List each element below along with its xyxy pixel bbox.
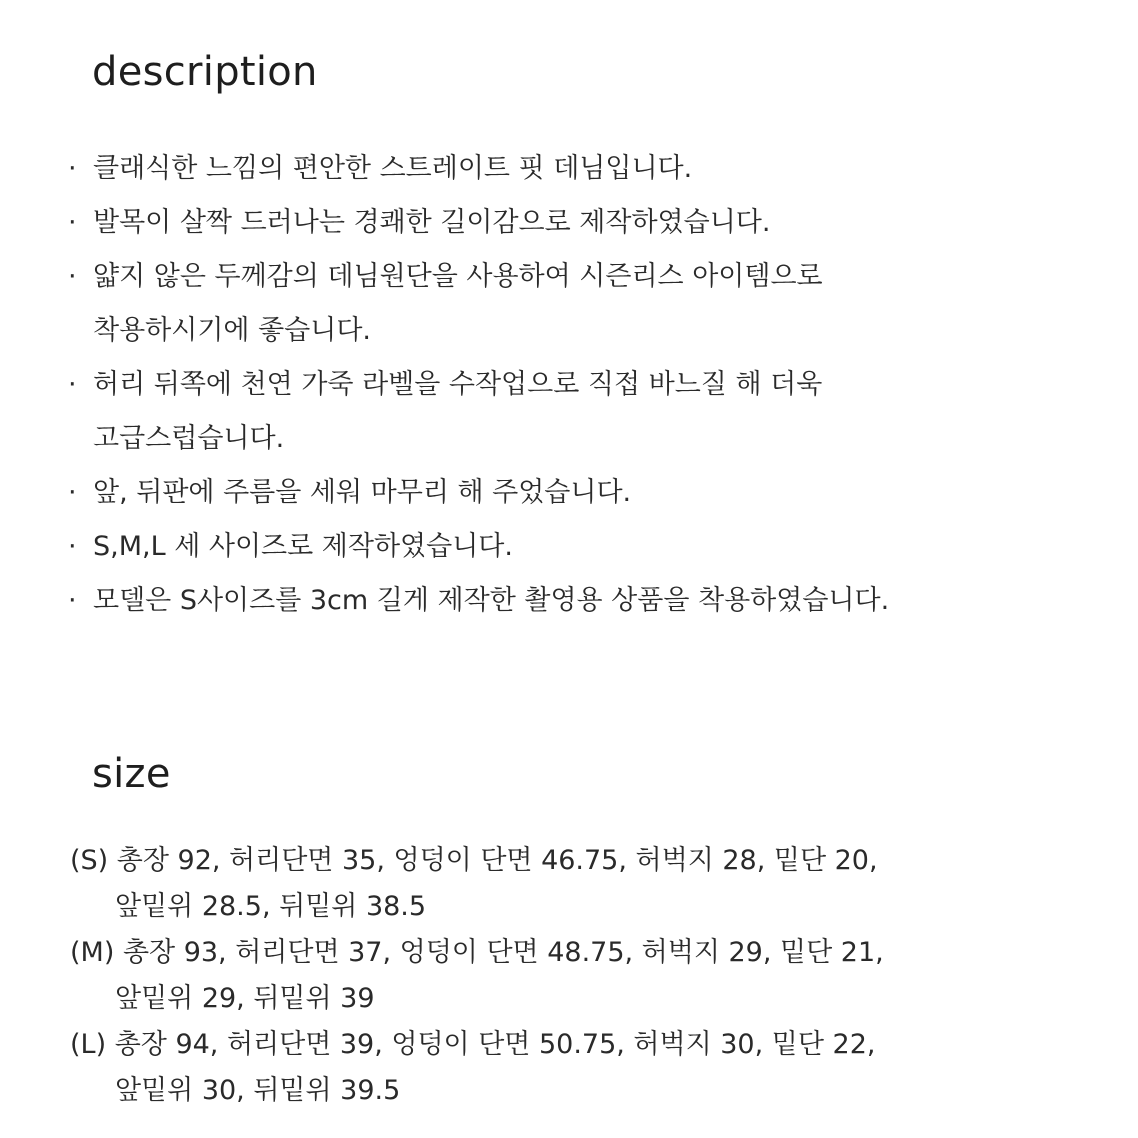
description-line: · 모델은 S사이즈를 3cm 길게 제작한 촬영용 상품을 착용하였습니다. xyxy=(93,585,890,616)
description-item xyxy=(68,574,1108,628)
description-line: · 클래식한 느낌의 편안한 스트레이트 핏 데님입니다. xyxy=(93,153,693,184)
description-list xyxy=(68,142,1108,628)
description-item xyxy=(68,250,1108,358)
size-list xyxy=(70,838,1110,1114)
description-line: · 앞, 뒤판에 주름을 세워 마무리 해 주었습니다. xyxy=(93,477,632,508)
size-row-l xyxy=(70,1022,1110,1114)
size-line: 앞밑위 28.5, 뒤밑위 38.5 xyxy=(115,891,427,922)
description-line: · 허리 뒤쪽에 천연 가죽 라벨을 수작업으로 직접 바느질 해 더욱 xyxy=(93,369,823,400)
description-item xyxy=(68,196,1108,250)
size-row-m xyxy=(70,930,1110,1022)
description-line: · 얇지 않은 두께감의 데님원단을 사용하여 시즌리스 아이템으로 xyxy=(93,261,823,292)
description-item xyxy=(68,466,1108,520)
size-line: 앞밑위 29, 뒤밑위 39 xyxy=(115,983,375,1014)
description-line: 착용하시기에 좋습니다. xyxy=(93,315,371,346)
description-line: · S,M,L 세 사이즈로 제작하였습니다. xyxy=(93,531,513,562)
size-title: size xyxy=(92,751,171,797)
description-title: description xyxy=(92,49,318,95)
description-item xyxy=(68,358,1108,466)
description-line: · 발목이 살짝 드러나는 경쾌한 길이감으로 제작하였습니다. xyxy=(93,207,771,238)
size-line: 앞밑위 30, 뒤밑위 39.5 xyxy=(115,1075,401,1106)
size-line: (S) 총장 92, 허리단면 35, 엉덩이 단면 46.75, 허벅지 28, 밑단 20, xyxy=(70,845,878,876)
size-line: (M) 총장 93, 허리단면 37, 엉덩이 단면 48.75, 허벅지 29, 밑단 21, xyxy=(70,937,884,968)
size-line: (L) 총장 94, 허리단면 39, 엉덩이 단면 50.75, 허벅지 30, 밑단 22, xyxy=(70,1029,876,1060)
description-line: 고급스럽습니다. xyxy=(93,423,285,454)
description-item xyxy=(68,142,1108,196)
size-row-s xyxy=(70,838,1110,930)
description-item xyxy=(68,520,1108,574)
